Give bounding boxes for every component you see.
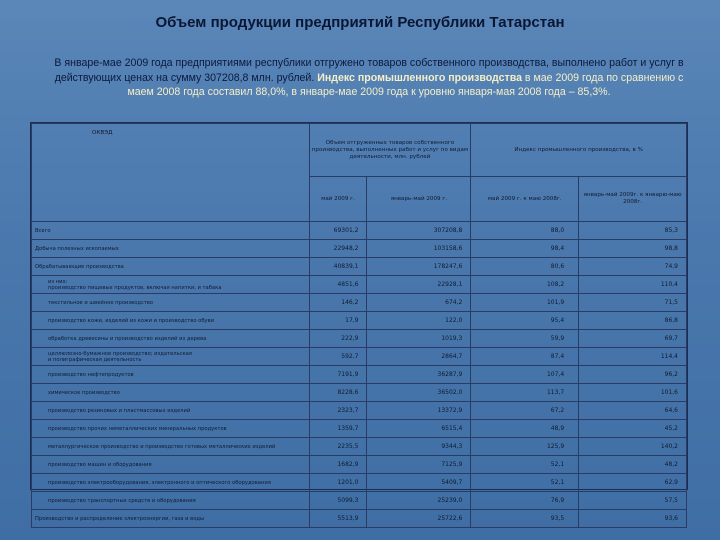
row-volume-jan-may: 25239,0 — [367, 492, 471, 510]
row-volume-may: 5099,3 — [309, 492, 367, 510]
page-title: Объем продукции предприятий Республики Татарстан — [155, 14, 565, 31]
row-name: производство резиновых и пластмассовых изделий — [32, 402, 310, 420]
table-row — [32, 438, 687, 456]
row-index-jan-may: 101,6 — [579, 384, 687, 402]
table-row — [32, 240, 687, 258]
row-name: обработка древесины и производство изделий из дерева — [32, 330, 310, 348]
table-row — [32, 420, 687, 438]
row-index-may: 87,4 — [471, 348, 579, 366]
row-index-jan-may: 48,2 — [579, 456, 687, 474]
row-volume-may: 1682,9 — [309, 456, 367, 474]
data-table-container — [30, 122, 688, 522]
header-may: май 2009 г. — [309, 177, 367, 222]
row-volume-jan-may: 178247,6 — [367, 258, 471, 276]
row-index-jan-may: 71,5 — [579, 294, 687, 312]
row-index-may: 95,4 — [471, 312, 579, 330]
row-index-may: 113,7 — [471, 384, 579, 402]
header-jan-may-index: январь-май 2009г. к январю-маю 2008г. — [579, 177, 687, 222]
row-index-may: 125,9 — [471, 438, 579, 456]
row-volume-jan-may: 122,0 — [367, 312, 471, 330]
table-body — [32, 222, 687, 528]
row-index-may: 80,6 — [471, 258, 579, 276]
row-index-may: 98,4 — [471, 240, 579, 258]
row-volume-jan-may: 2864,7 — [367, 348, 471, 366]
row-volume-may: 7191,9 — [309, 366, 367, 384]
row-index-may: 59,9 — [471, 330, 579, 348]
row-index-may: 48,9 — [471, 420, 579, 438]
header-jan-may: январь-май 2009 г. — [367, 177, 471, 222]
row-index-jan-may: 140,2 — [579, 438, 687, 456]
intro-highlight-rest: в мае 2009 года по сравнению с маем 2008 года составил 88,0%, в январе-мае 2009 года к уровню января-мая 2008 года – 85,3%. — [127, 71, 684, 98]
row-name: целлюлозно-бумажное производство; издательская и полиграфическая деятельность — [32, 348, 310, 366]
row-index-may: 76,9 — [471, 492, 579, 510]
table-row — [32, 366, 687, 384]
row-volume-jan-may: 36502,0 — [367, 384, 471, 402]
table-row — [32, 348, 687, 366]
row-index-jan-may: 85,3 — [579, 222, 687, 240]
row-index-jan-may: 96,2 — [579, 366, 687, 384]
row-index-jan-may: 57,5 — [579, 492, 687, 510]
table-row — [32, 492, 687, 510]
table-row — [32, 510, 687, 528]
row-volume-may: 40839,1 — [309, 258, 367, 276]
row-index-may: 101,9 — [471, 294, 579, 312]
table-row — [32, 402, 687, 420]
row-volume-jan-may: 6515,4 — [367, 420, 471, 438]
row-index-may: 52,1 — [471, 456, 579, 474]
row-name: текстильное и швейное производство — [32, 294, 310, 312]
table-row — [32, 384, 687, 402]
table-row — [32, 276, 687, 294]
row-index-may: 67,2 — [471, 402, 579, 420]
row-volume-may: 17,9 — [309, 312, 367, 330]
row-index-may: 108,2 — [471, 276, 579, 294]
row-volume-jan-may: 103158,6 — [367, 240, 471, 258]
row-index-jan-may: 45,2 — [579, 420, 687, 438]
row-volume-may: 146,2 — [309, 294, 367, 312]
row-volume-jan-may: 9344,3 — [367, 438, 471, 456]
row-volume-may: 2323,7 — [309, 402, 367, 420]
row-volume-jan-may: 307208,8 — [367, 222, 471, 240]
row-volume-jan-may: 5409,7 — [367, 474, 471, 492]
row-index-may: 93,5 — [471, 510, 579, 528]
row-name: производство электрооборудования, электронного и оптического оборудования — [32, 474, 310, 492]
row-index-jan-may: 64,6 — [579, 402, 687, 420]
table-row — [32, 294, 687, 312]
row-volume-jan-may: 25722,6 — [367, 510, 471, 528]
table-row — [32, 258, 687, 276]
header-index: Индекс промышленного производства, в % — [471, 124, 687, 177]
table-row — [32, 456, 687, 474]
row-volume-may: 2235,5 — [309, 438, 367, 456]
row-volume-jan-may: 1019,3 — [367, 330, 471, 348]
header-may-index: май 2009 г. к маю 2008г. — [471, 177, 579, 222]
row-name: химическое производство — [32, 384, 310, 402]
table-row — [32, 222, 687, 240]
row-name: производство прочих неметаллических минеральных продуктов — [32, 420, 310, 438]
row-volume-may: 22948,2 — [309, 240, 367, 258]
row-name: Добыча полезных ископаемых — [32, 240, 310, 258]
row-index-jan-may: 114,4 — [579, 348, 687, 366]
row-volume-jan-may: 7125,9 — [367, 456, 471, 474]
row-index-jan-may: 93,6 — [579, 510, 687, 528]
row-index-jan-may: 86,8 — [579, 312, 687, 330]
row-volume-jan-may: 13372,9 — [367, 402, 471, 420]
row-index-jan-may: 69,7 — [579, 330, 687, 348]
row-volume-may: 4851,6 — [309, 276, 367, 294]
row-index-jan-may: 74,9 — [579, 258, 687, 276]
row-index-may: 88,0 — [471, 222, 579, 240]
table-row — [32, 330, 687, 348]
row-volume-jan-may: 22928,1 — [367, 276, 471, 294]
row-name: производство кожи, изделий из кожи и производство обуви — [32, 312, 310, 330]
row-volume-may: 1201,0 — [309, 474, 367, 492]
row-volume-jan-may: 674,2 — [367, 294, 471, 312]
row-volume-may: 8228,6 — [309, 384, 367, 402]
row-name: Обрабатывающие производства — [32, 258, 310, 276]
row-volume-may: 592,7 — [309, 348, 367, 366]
intro-highlight-bold: Индекс промышленного производства — [317, 71, 522, 84]
table-row — [32, 312, 687, 330]
row-name: Производство и распределение электроэнергии, газа и воды — [32, 510, 310, 528]
row-index-may: 107,4 — [471, 366, 579, 384]
row-volume-may: 222,9 — [309, 330, 367, 348]
header-okved: ОКВЭД — [32, 124, 310, 222]
row-name: из них: производство пищевых продуктов, включая напитки, и табака — [32, 276, 310, 294]
header-volume: Объем отгруженных товаров собственного производства, выполненных работ и услуг по видам деятельности, млн. рублей — [309, 124, 471, 177]
intro-text: В январе-мае 2009 года предприятиями республики отгружено товаров собственного производства, выполнено работ и услуг в действующих ценах на сумму 307208,8 млн. рублей. — [54, 57, 684, 84]
row-name: производство нефтепродуктов — [32, 366, 310, 384]
row-name: производство машин и оборудования — [32, 456, 310, 474]
row-volume-may: 1359,7 — [309, 420, 367, 438]
row-name: производство транспортных средств и оборудования — [32, 492, 310, 510]
table-row — [32, 474, 687, 492]
row-index-jan-may: 110,4 — [579, 276, 687, 294]
production-table — [31, 123, 687, 528]
row-volume-may: 69301,2 — [309, 222, 367, 240]
row-index-may: 52,1 — [471, 474, 579, 492]
row-volume-jan-may: 36287,9 — [367, 366, 471, 384]
row-index-jan-may: 98,8 — [579, 240, 687, 258]
row-index-jan-may: 62,9 — [579, 474, 687, 492]
row-name: Всего — [32, 222, 310, 240]
intro-paragraph — [44, 56, 694, 100]
row-name: металлургическое производство и производство готовых металлических изделий — [32, 438, 310, 456]
row-volume-may: 5513,9 — [309, 510, 367, 528]
